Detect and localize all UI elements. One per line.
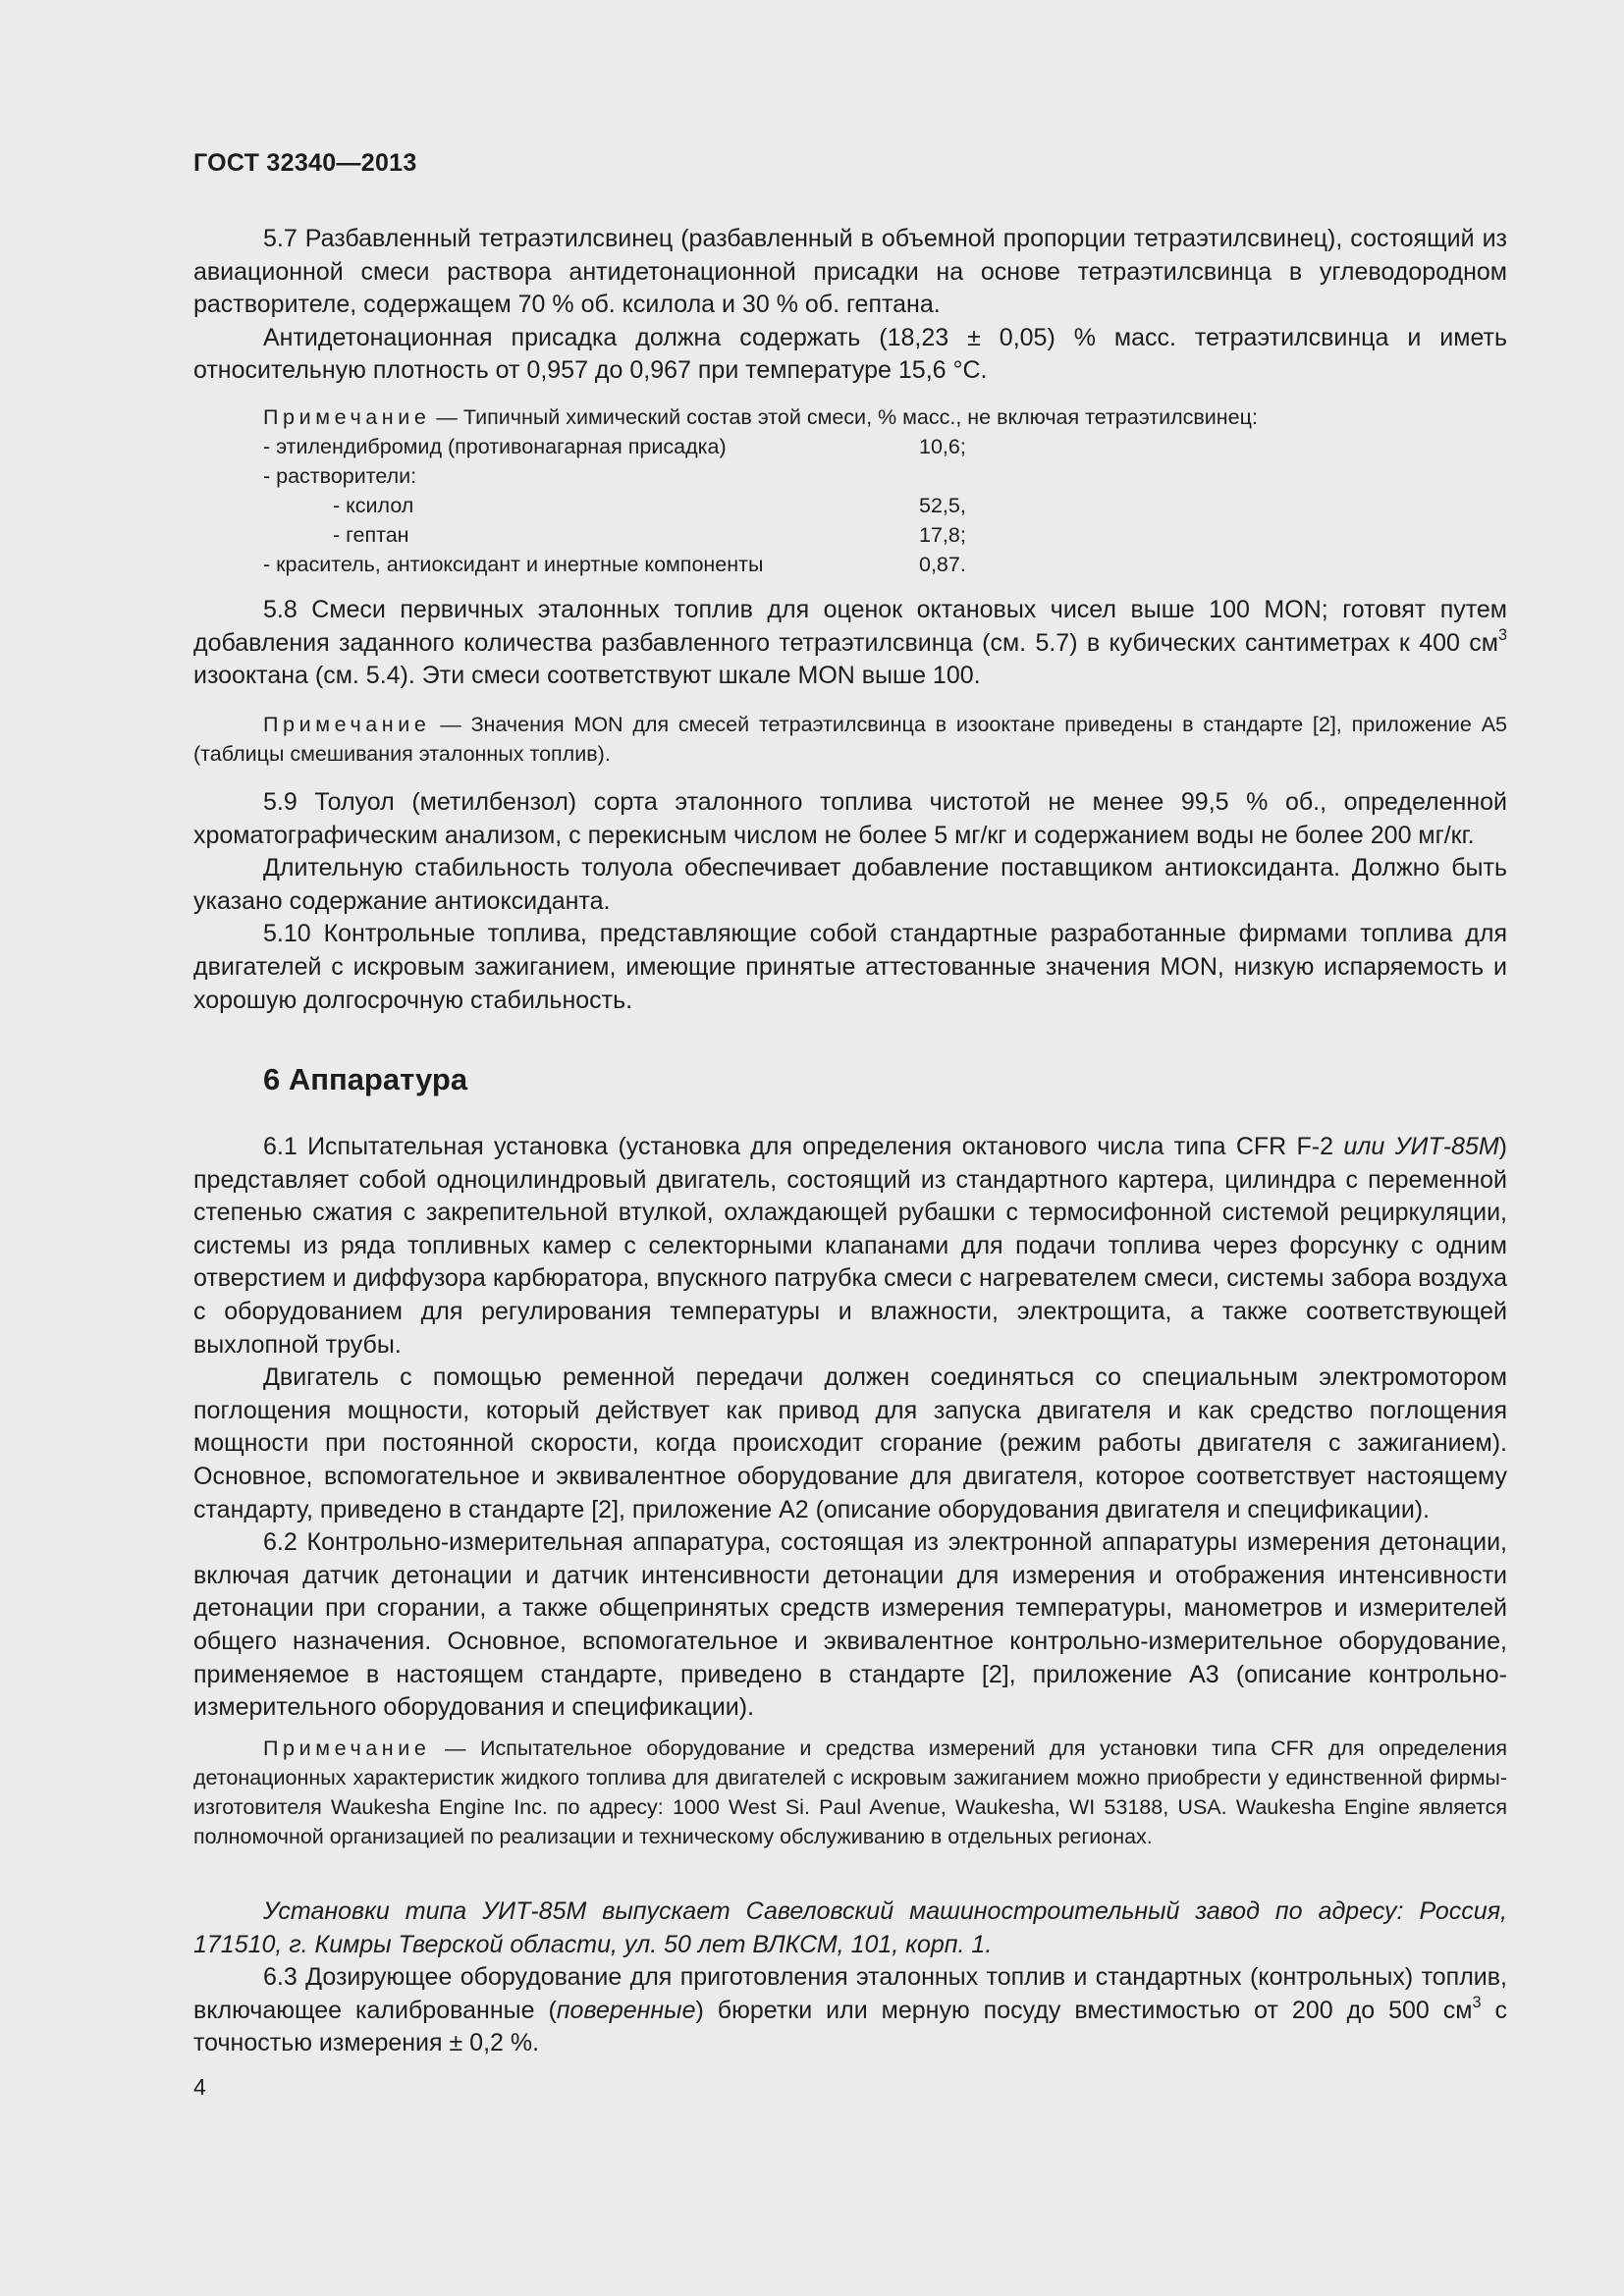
paragraph-5-8-text-end: изооктана (см. 5.4). Эти смеси соответствуют шкале MON выше 100. bbox=[193, 662, 981, 690]
note-label: Примечание bbox=[263, 713, 431, 736]
document-header: ГОСТ 32340—2013 bbox=[193, 149, 417, 177]
note-5-8-text bbox=[193, 710, 1507, 769]
paragraph-uit-85m bbox=[193, 1896, 1507, 1961]
component-value: 17,8; bbox=[919, 523, 966, 547]
composition-list bbox=[193, 432, 1507, 579]
paragraph-6-1-text-end: ) представляет собой одноцилиндровый двигатель, состоящий из стандартного картера, цилиндра с переменной степенью сжатия с закрепительной втулкой, охлаждающей рубашки с термосифонной системой рециркуляции, системы из ряда топливных камер с селекторными клапанами для подачи топлива через форсунку с одним отверстием и диффузора карбюратора, впускного патрубка смеси с нагревателем смеси, системы забора воздуха с оборудованием для регулирования температуры и влажности, электрощита, а также соответствующей выхлопной трубы. bbox=[193, 1133, 1507, 1359]
superscript: 3 bbox=[1497, 626, 1507, 645]
note-label: Примечание bbox=[263, 405, 431, 429]
page-number: 4 bbox=[193, 2074, 206, 2100]
section-6-cont bbox=[193, 1896, 1507, 2060]
paragraph-6-1-text: 6.1 Испытательная установка (установка для определения октанового числа типа CFR F-2 bbox=[263, 1133, 1344, 1160]
paragraph-5-10: 5.10 Контрольные топлива, представляющие собой стандартные разработанные фирмами топлива для двигателей с искровым зажиганием, имеющие принятые аттестованные значения MON, низкую испаряемость и хорошую долгосрочную стабильность. bbox=[193, 920, 1507, 1014]
paragraph-5-7-additive: Антидетонационная присадка должна содержать (18,23 ± 0,05) % масс. тетраэтилсвинца и иметь относительную плотность от 0,957 до 0,967 при температуре 15,6 °C. bbox=[193, 323, 1507, 385]
section-6 bbox=[193, 1131, 1507, 1725]
paragraph-5-8-text: 5.8 Смеси первичных эталонных топлив для оценок октановых чисел выше 100 MON; готовят путем добавления заданного количества разбавленного тетраэтилсвинца (см. 5.7) в кубических сантиметрах к 400 см bbox=[193, 596, 1507, 657]
section-6-heading bbox=[193, 1063, 1507, 1096]
list-item bbox=[193, 491, 1507, 520]
paragraph-6-3 bbox=[193, 1961, 1507, 2060]
paragraph-5-8 bbox=[193, 594, 1507, 693]
note-text: — Испытательное оборудование и средства измерений для установки типа CFR для определения детонационных характеристик жидкого топлива для двигателей с искровым зажиганием можно приобрести у единственной фирмы-изготовителя Waukesha Engine Inc. по адресу: 1000 West Si. Paul Avenue, Waukesha, WI 53188, USA. Waukesha Engine является полномочной организацией по реализации и техническому обслуживанию в отдельных регионах. bbox=[193, 1736, 1507, 1848]
note-label: Примечание bbox=[263, 1736, 431, 1760]
list-item bbox=[193, 432, 1507, 461]
paragraph-6-3-text-end: с точностью измерения ± 0,2 %. bbox=[193, 1996, 1507, 2057]
component-name: - краситель, антиоксидант и инертные компоненты bbox=[263, 553, 764, 576]
paragraph-5-9-stability: Длительную стабильность толуола обеспечивает добавление поставщиком антиоксиданта. Должно быть указано содержание антиоксиданта. bbox=[193, 854, 1507, 915]
paragraph-uit-85m-italic: Установки типа УИТ-85М выпускает Савеловский машиностроительный завод по адресу: Россия, 171510, г. Кимры Тверской области, ул. 50 лет ВЛКСМ, 101, корп. 1. bbox=[193, 1897, 1507, 1958]
paragraph-6-3-italic: поверенные bbox=[556, 1996, 696, 2024]
superscript: 3 bbox=[1472, 1994, 1482, 2012]
section-5-9 bbox=[193, 786, 1507, 1017]
component-value: 0,87. bbox=[919, 553, 966, 576]
note-text: — Типичный химический состав этой смеси, % масс., не включая тетраэтилсвинец: bbox=[430, 405, 1258, 429]
component-name: - гептан bbox=[333, 523, 409, 547]
paragraph-6-3-text: 6.3 Дозирующее оборудование для приготовления эталонных топлив и стандартных (контрольных) топлив, включающее калиброванные ( bbox=[193, 1963, 1507, 2024]
paragraph-5-9: 5.9 Толуол (метилбензол) сорта эталонного топлива чистотой не менее 99,5 % об., определенной хроматографическим анализом, с перекисным числом не более 5 мг/кг и содержанием воды не более 200 мг/кг. bbox=[193, 788, 1507, 849]
note-5-7 bbox=[193, 402, 1507, 579]
paragraph-6-1-engine: Двигатель с помощью ременной передачи должен соединяться со специальным электромотором поглощения мощности, который действует как привод для запуска двигателя и как средство поглощения мощности при постоянной скорости, когда происходит сгорание (режим работы двигателя с зажиганием). Основное, вспомогательное и эквивалентное оборудование для двигателя, которое соответствует настоящему стандарту, приведено в стандарте [2], приложение А2 (описание оборудования двигателя и спецификации). bbox=[193, 1363, 1507, 1523]
note-text: — Значения MON для смесей тетраэтилсвинца в изооктане приведены в стандарте [2], приложение А5 (таблицы смешивания эталонных топлив). bbox=[193, 713, 1507, 766]
section-5-8 bbox=[193, 594, 1507, 693]
note-6-2-text bbox=[193, 1734, 1507, 1851]
list-item bbox=[193, 550, 1507, 579]
section-title: 6 Аппаратура bbox=[263, 1062, 468, 1096]
component-name: - растворители: bbox=[263, 464, 417, 488]
section-5-7 bbox=[193, 223, 1507, 388]
paragraph-5-7: 5.7 Разбавленный тетраэтилсвинец (разбавленный в объемной пропорции тетраэтилсвинец), состоящий из авиационной смеси раствора антидетонационной присадки на основе тетраэтилсвинца в углеводородном растворителе, содержащем 70 % об. ксилола и 30 % об. гептана. bbox=[193, 225, 1507, 319]
paragraph-6-3-text-mid: ) бюретки или мерную посуду вместимостью от 200 до 500 см bbox=[695, 1996, 1473, 2024]
note-5-7-heading bbox=[193, 402, 1507, 432]
paragraph-6-1-italic: или УИТ-85М bbox=[1343, 1133, 1499, 1160]
paragraph-6-2: 6.2 Контрольно-измерительная аппаратура, состоящая из электронной аппаратуры измерения детонации, включая датчик детонации и датчик интенсивности детонации для измерения и отображения интенсивности детонации при сгорании, а также общепринятых средств измерения температуры, манометров и измерителей общего назначения. Основное, вспомогательное и эквивалентное контрольно-измерительное оборудование, применяемое в настоящем стандарте, приведено в стандарте [2], приложение А3 (описание контрольно-измерительного оборудования и спецификации). bbox=[193, 1528, 1507, 1722]
component-value: 10,6; bbox=[919, 435, 966, 458]
list-item bbox=[193, 520, 1507, 550]
list-item bbox=[193, 461, 1507, 491]
component-name: - ксилол bbox=[333, 494, 414, 517]
component-name: - этилендибромид (противонагарная присадка) bbox=[263, 435, 727, 458]
paragraph-6-1 bbox=[193, 1131, 1507, 1362]
note-6-2 bbox=[193, 1734, 1507, 1851]
component-value: 52,5, bbox=[919, 494, 966, 517]
note-5-8 bbox=[193, 710, 1507, 769]
